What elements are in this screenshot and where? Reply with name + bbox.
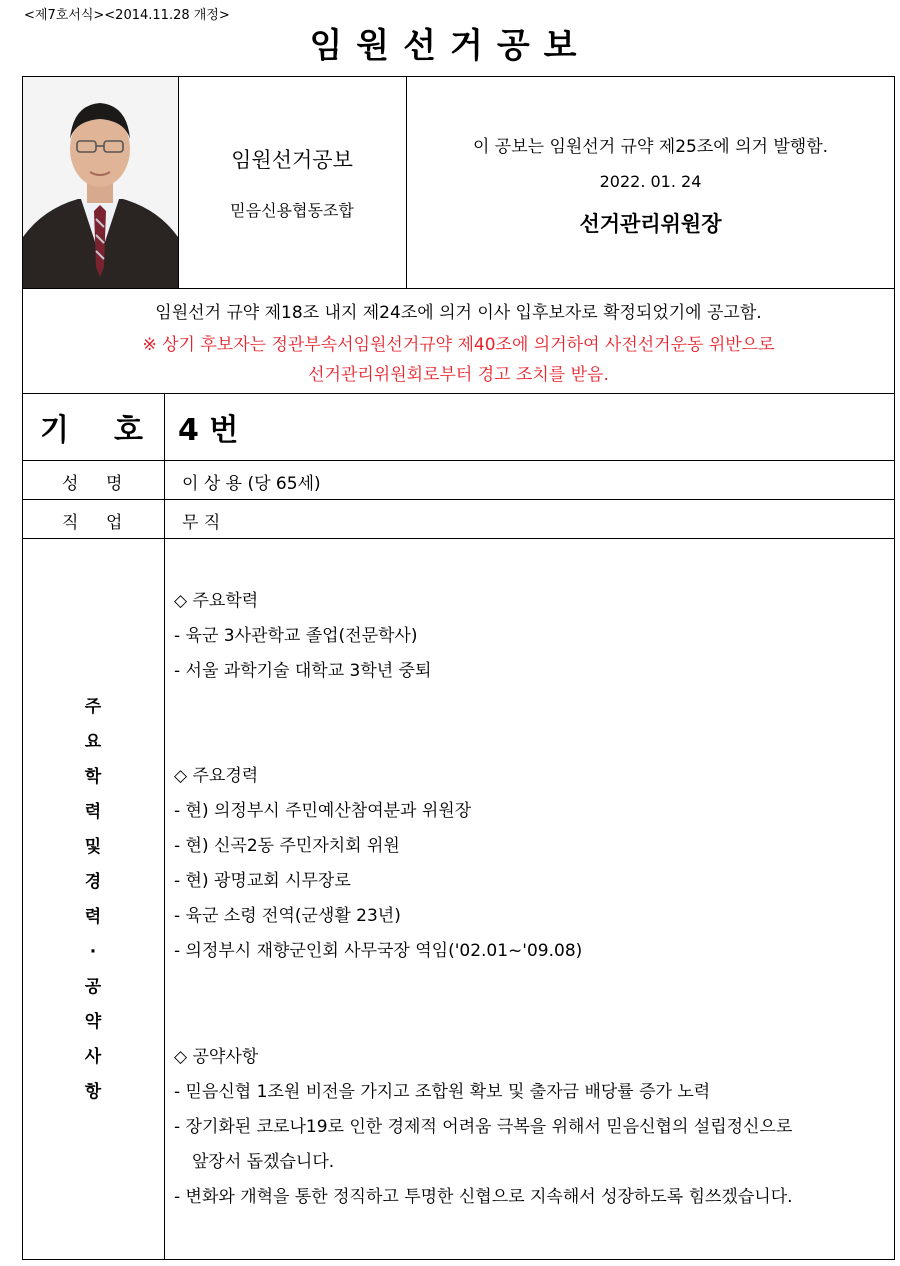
section-label-char: 력 <box>84 907 102 927</box>
warning-line-1: ※ 상기 후보자는 정관부속서임원선거규약 제40조에 의거하여 사전선거운동 위반으로 <box>142 335 775 355</box>
pledge-item: - 장기화된 코로나19로 인한 경제적 어려움 극복을 위해서 믿음신협의 설립정신으로 <box>174 1117 793 1137</box>
pledge-section <box>174 1040 793 1215</box>
pledge-title: ◇ 공약사항 <box>174 1047 259 1067</box>
number-label-2: 호 <box>114 413 143 448</box>
section-label-char: · <box>89 942 97 962</box>
education-item: - 서울 과학기술 대학교 3학년 중퇴 <box>174 661 432 681</box>
name-label-1: 성 <box>62 474 79 494</box>
warning-line-2: 선거관리위원회로부터 경고 조치를 받음. <box>308 365 609 385</box>
job-label-1: 직 <box>62 513 79 533</box>
education-item: - 육군 3사관학교 졸업(전문학사) <box>174 626 418 646</box>
education-section <box>174 584 431 689</box>
form-number: <제7호서식><2014.11.28 개정> <box>24 8 230 23</box>
section-label-char: 경 <box>84 872 102 892</box>
candidate-name: 이 상 용 (당 65세) <box>182 474 321 494</box>
issuer: 선거관리위원장 <box>579 212 722 236</box>
header-title: 임원선거공보 <box>231 148 353 172</box>
section-label-char: 약 <box>84 1012 102 1032</box>
pledge-item: - 변화와 개혁을 통한 정직하고 투명한 신협으로 지속해서 성장하도록 힘쓰겠습니다. <box>174 1187 793 1207</box>
career-title: ◇ 주요경력 <box>174 766 259 786</box>
section-label-char: 항 <box>84 1082 102 1102</box>
candidate-job: 무 직 <box>182 513 221 533</box>
name-label-2: 명 <box>106 474 123 494</box>
section-label-vertical <box>22 690 164 1110</box>
career-item: - 현) 신곡2동 주민자치회 위원 <box>174 836 400 856</box>
page-title: 임원선거공보 <box>309 26 591 66</box>
career-item: - 현) 의정부시 주민예산참여분과 위원장 <box>174 801 472 821</box>
section-label-char: 주 <box>84 697 102 717</box>
job-label-2: 업 <box>106 513 123 533</box>
career-item: - 의정부시 재향군인회 사무국장 역임('02.01~'09.08) <box>174 941 583 961</box>
career-item: - 현) 광명교회 시무장로 <box>174 871 351 891</box>
section-label-char: 공 <box>84 977 102 997</box>
number-label-1: 기 <box>40 413 69 448</box>
section-label-char: 요 <box>84 732 102 752</box>
candidate-photo <box>23 77 178 288</box>
header-org: 믿음신용협동조합 <box>230 201 354 220</box>
ballot-number: 4 번 <box>178 413 239 448</box>
career-section <box>174 759 582 969</box>
education-title: ◇ 주요학력 <box>174 591 259 611</box>
section-label-char: 학 <box>84 767 102 787</box>
section-label-char: 사 <box>84 1047 102 1067</box>
pledge-item: - 믿음신협 1조원 비전을 가지고 조합원 확보 및 출자금 배당률 증가 노력 <box>174 1082 711 1102</box>
section-label-char: 력 <box>84 802 102 822</box>
section-label-char: 및 <box>84 837 102 857</box>
pledge-item-continued: 앞장서 돕겠습니다. <box>192 1152 335 1172</box>
career-item: - 육군 소령 전역(군생활 23년) <box>174 906 401 926</box>
publication-basis: 이 공보는 임원선거 규약 제25조에 의거 발행함. <box>472 137 829 157</box>
warning-notice <box>22 330 895 390</box>
notice-text: 임원선거 규약 제18조 내지 제24조에 의거 이사 입후보자로 확정되었기에 공고함. <box>155 303 762 323</box>
publication-date: 2022. 01. 24 <box>599 172 702 191</box>
